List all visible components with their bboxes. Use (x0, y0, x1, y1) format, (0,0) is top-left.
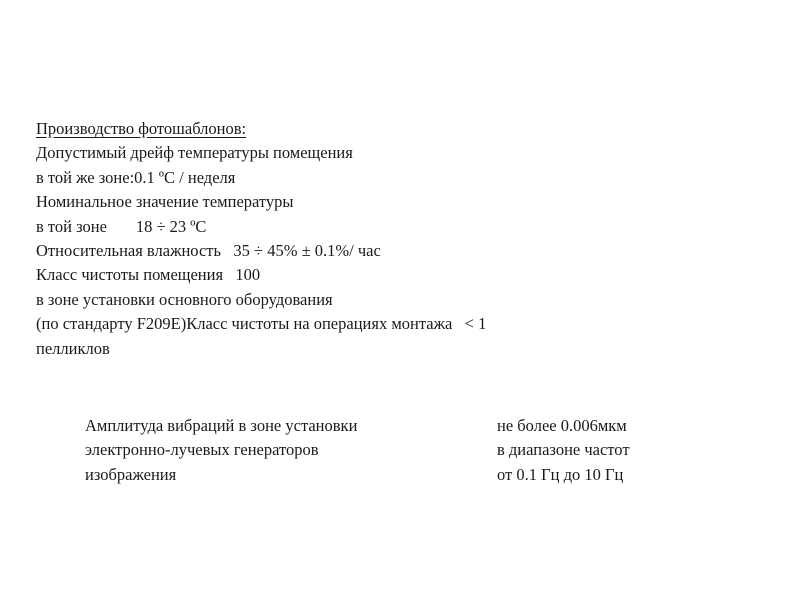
spec-label: изображения (85, 464, 177, 484)
text-line: Допустимый дрейф температуры помещения (36, 143, 353, 163)
text-line: в зоне установки основного оборудования (36, 289, 333, 309)
text-line: Относительная влажность 35 ÷ 45% ± 0.1%/ час (36, 240, 381, 260)
spec-row (85, 438, 705, 462)
text-line: пелликлов (36, 338, 110, 358)
spec-row (85, 463, 705, 487)
spec-value: не более 0.006мкм (497, 416, 627, 435)
spec-label: электронно-лучевых генераторов (85, 440, 319, 460)
spec-value: в диапазоне частот (497, 440, 630, 460)
text-line: (по стандарту F209E)Класс чистоты на операциях монтажа < 1 (36, 314, 487, 334)
main-text-block (36, 117, 776, 361)
vibration-spec-block (85, 414, 705, 487)
text-line: в той же зоне:0.1 ºС / неделя (36, 167, 236, 187)
spec-row (85, 414, 705, 438)
spec-label: Амплитуда вибраций в зоне установки (85, 416, 358, 435)
spec-value: от 0.1 Гц до 10 Гц (497, 464, 624, 484)
text-line: Класс чистоты помещения 100 (36, 265, 261, 285)
section-title: Производство фотошаблонов: (36, 119, 247, 138)
text-line: в той зоне 18 ÷ 23 ºС (36, 216, 207, 236)
text-line: Номинальное значение температуры (36, 192, 294, 212)
